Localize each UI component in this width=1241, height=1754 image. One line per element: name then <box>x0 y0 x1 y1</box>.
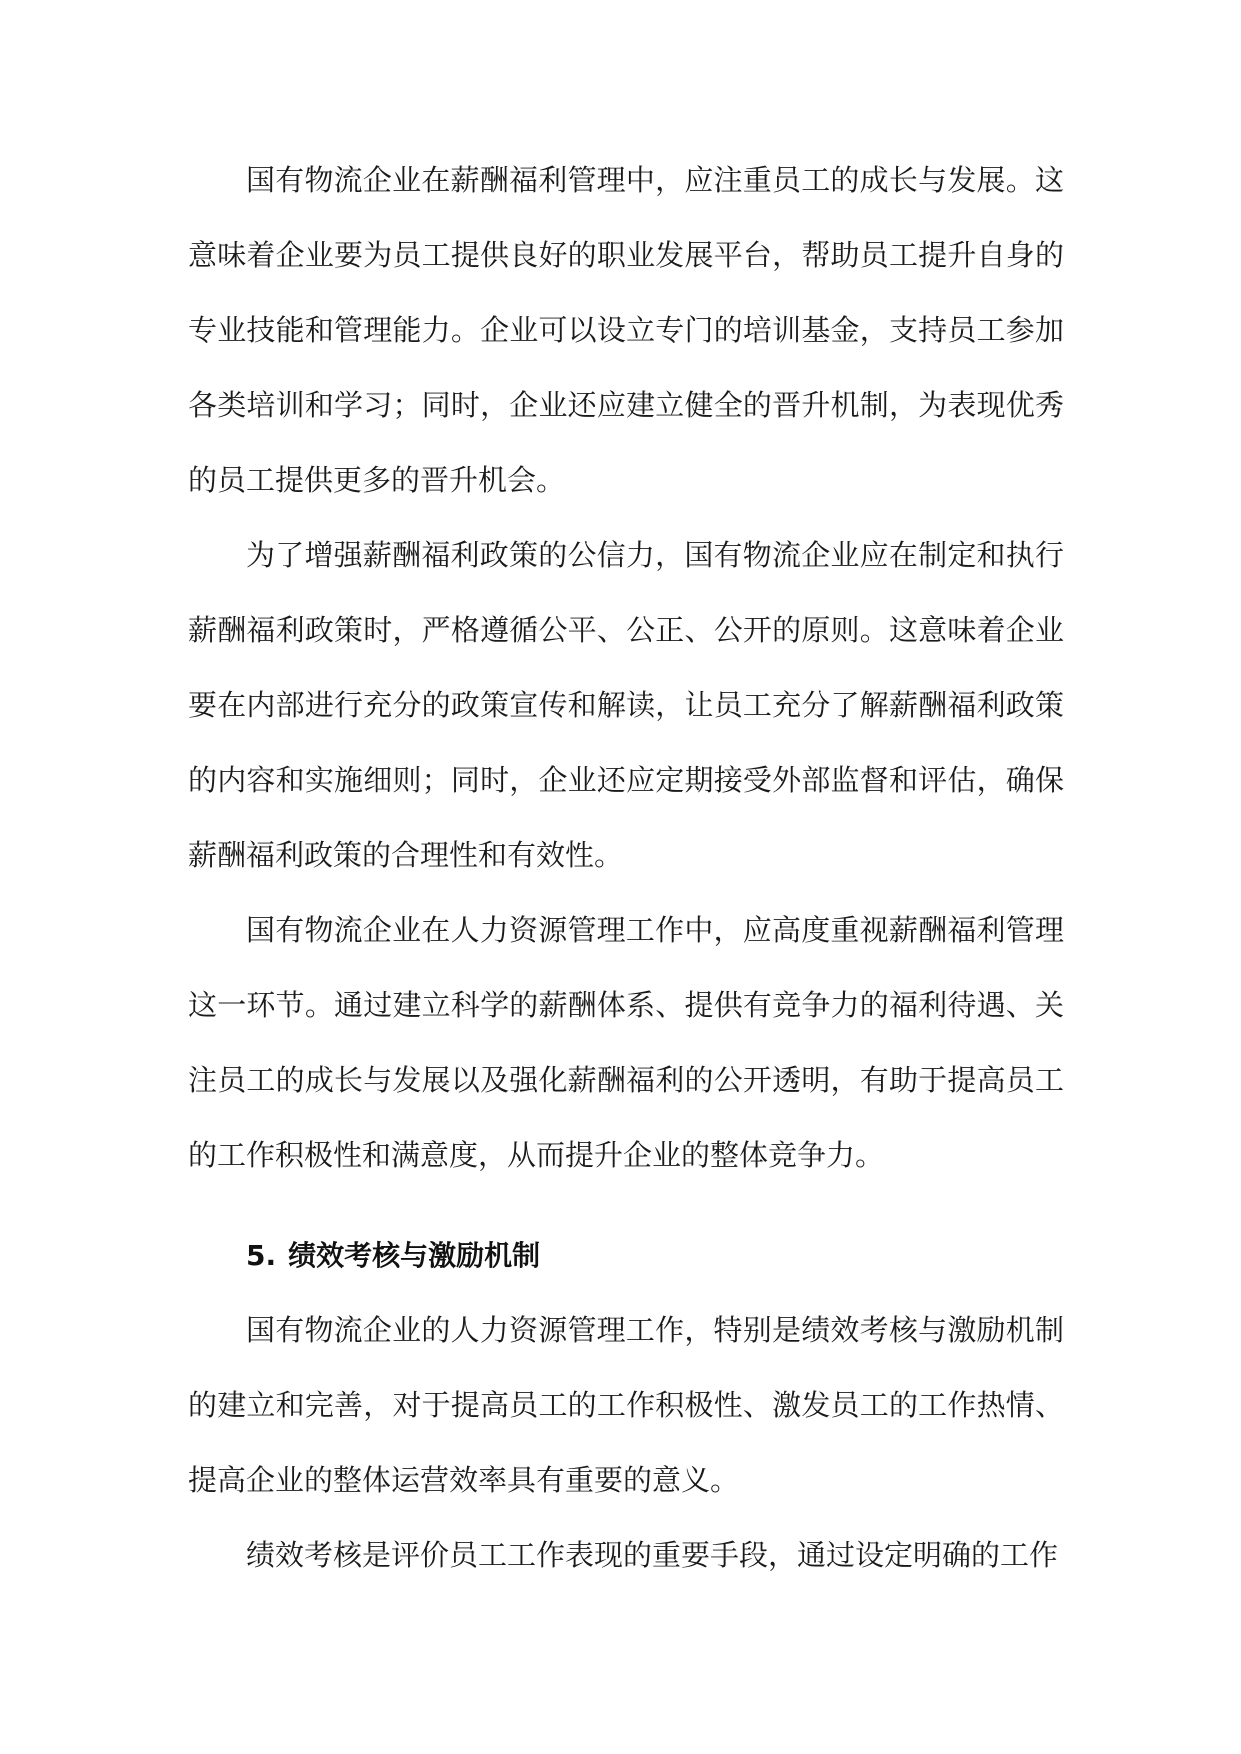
paragraph-2: 为了增强薪酬福利政策的公信力，国有物流企业应在制定和执行薪酬福利政策时，严格遵循公平、公正、公开的原则。这意味着企业要在内部进行充分的政策宣传和解读，让员工充分了解薪酬福利政策的内容和实施细则；同时，企业还应定期接受外部监督和评估，确保薪酬福利政策的合理性和有效性。 <box>188 538 1064 872</box>
section-heading <box>188 1218 1064 1293</box>
paragraph-4: 国有物流企业的人力资源管理工作，特别是绩效考核与激励机制的建立和完善，对于提高员工的工作积极性、激发员工的工作热情、提高企业的整体运营效率具有重要的意义。 <box>188 1313 1064 1497</box>
paragraph-5: 绩效考核是评价员工工作表现的重要手段，通过设定明确的工作 <box>246 1538 1059 1572</box>
section-title: 绩效考核与激励机制 <box>288 1239 541 1272</box>
section-number: 5. <box>246 1239 277 1272</box>
document-body <box>188 143 1064 1593</box>
paragraph-1: 国有物流企业在薪酬福利管理中，应注重员工的成长与发展。这意味着企业要为员工提供良好的职业发展平台，帮助员工提升自身的专业技能和管理能力。企业可以设立专门的培训基金，支持员工参加各类培训和学习；同时，企业还应建立健全的晋升机制，为表现优秀的员工提供更多的晋升机会。 <box>188 163 1064 497</box>
paragraph-3: 国有物流企业在人力资源管理工作中，应高度重视薪酬福利管理这一环节。通过建立科学的薪酬体系、提供有竞争力的福利待遇、关注员工的成长与发展以及强化薪酬福利的公开透明，有助于提高员工的工作积极性和满意度，从而提升企业的整体竞争力。 <box>188 913 1064 1172</box>
